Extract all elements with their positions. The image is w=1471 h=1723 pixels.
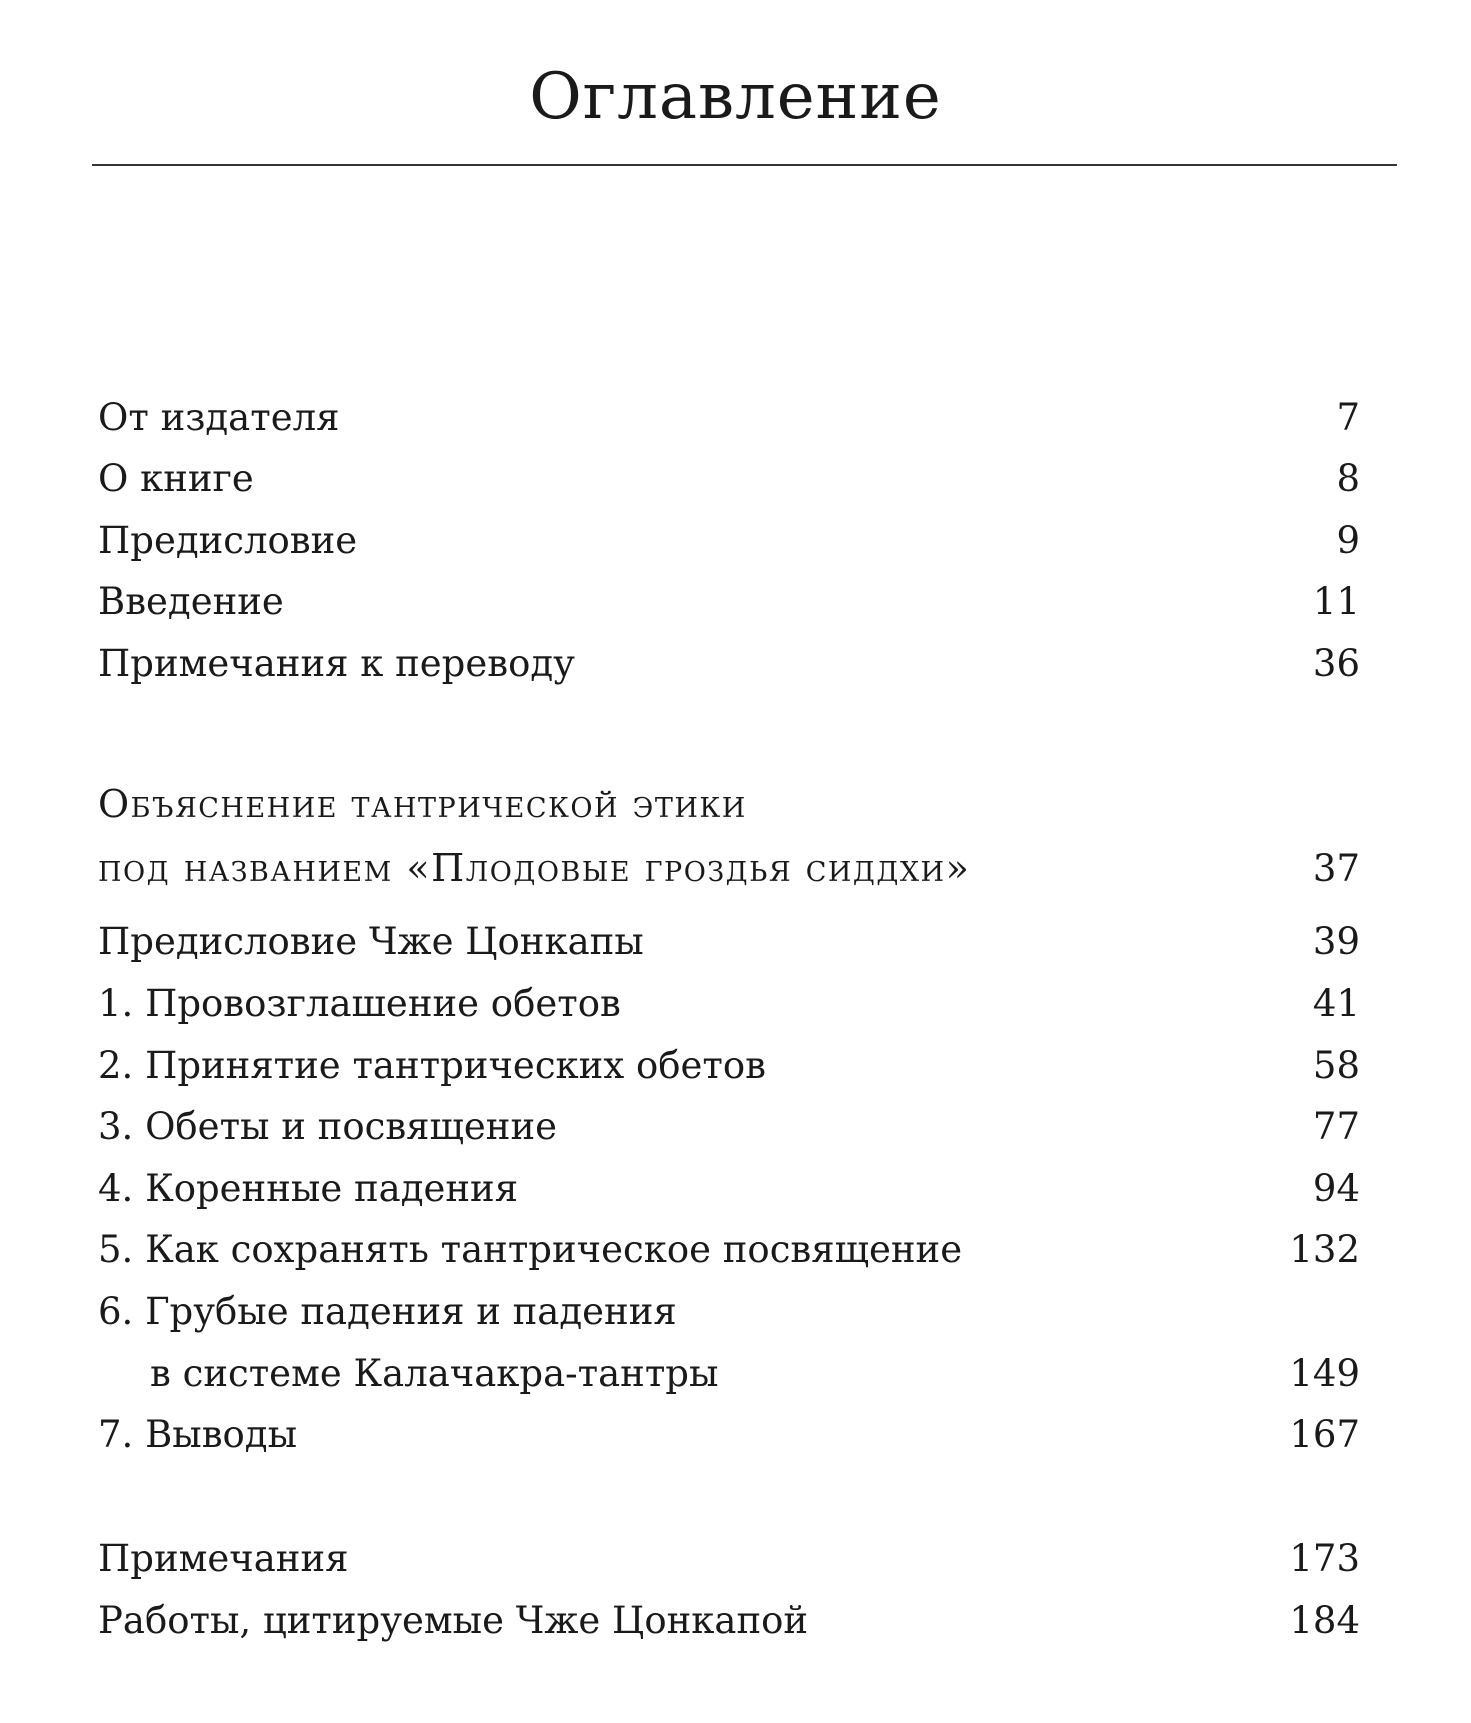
section-heading-text: под названием «Плодовые гроздья сиддхи» (98, 846, 971, 890)
toc-entry (98, 1531, 1360, 1587)
toc-entry-label: 7. Выводы (98, 1413, 298, 1456)
toc-entry-label: Примечания к переводу (98, 642, 575, 685)
toc-entry-continuation (98, 1346, 1360, 1402)
toc-entry-label: Введение (98, 580, 284, 623)
toc-entry-label: 4. Коренные падения (98, 1167, 519, 1210)
toc-entry (98, 451, 1360, 507)
title-divider (92, 164, 1397, 166)
toc-entry-page: 149 (1289, 1352, 1360, 1395)
toc-entry (98, 574, 1360, 630)
toc-entry-page: 39 (1312, 920, 1360, 963)
toc-entry-label: 1. Провозглашение обетов (98, 982, 621, 1025)
toc-entry-label: О книге (98, 457, 254, 500)
toc-entry-page: 8 (1336, 457, 1360, 500)
toc-entry (98, 914, 1360, 970)
toc-entry-page: 9 (1336, 519, 1360, 562)
toc-entry (98, 1284, 1360, 1340)
toc-entry (98, 976, 1360, 1032)
toc-entry (98, 1222, 1360, 1278)
section-heading-line1 (98, 776, 1360, 832)
toc-entry-label: 3. Обеты и посвящение (98, 1105, 558, 1148)
toc-entry-label: Предисловие (98, 519, 358, 562)
toc-entry-page: 94 (1312, 1167, 1360, 1210)
toc-entry (98, 636, 1360, 692)
toc-entry-page: 41 (1312, 982, 1360, 1025)
page-title: Оглавление (529, 60, 942, 134)
toc-entry-page: 11 (1312, 580, 1360, 623)
toc-entry-label: От издателя (98, 396, 340, 439)
toc-entry-label: Предисловие Чже Цонкапы (98, 920, 644, 963)
toc-entry-label: 6. Грубые падения и падения (98, 1290, 677, 1333)
toc-entry-page: 173 (1289, 1537, 1360, 1580)
toc-entry-page: 167 (1289, 1413, 1360, 1456)
toc-entry (98, 513, 1360, 569)
toc-entry (98, 1407, 1360, 1463)
toc-entry-page: 58 (1312, 1044, 1360, 1087)
section-heading-line2 (98, 840, 1360, 896)
toc-entry-label: 2. Принятие тантрических обетов (98, 1044, 766, 1087)
toc-entry-page: 7 (1336, 396, 1360, 439)
toc-entry-page: 37 (1312, 847, 1360, 890)
toc-entry (98, 1593, 1360, 1649)
toc-entry-label: Работы, цитируемые Чже Цонкапой (98, 1599, 809, 1642)
toc-entry-page: 132 (1289, 1228, 1360, 1271)
toc-entry-label: Примечания (98, 1537, 349, 1580)
toc-entry-page: 184 (1289, 1599, 1360, 1642)
toc-entry-label: 5. Как сохранять тантрическое посвящение (98, 1228, 963, 1271)
toc-entry-page: 77 (1312, 1105, 1360, 1148)
toc-entry (98, 1038, 1360, 1094)
toc-entry (98, 1099, 1360, 1155)
toc-entry-page: 36 (1312, 642, 1360, 685)
toc-entry (98, 390, 1360, 446)
section-heading-text: Объяснение тантрической этики (98, 782, 747, 826)
toc-entry (98, 1161, 1360, 1217)
toc-entry-label: в системе Калачакра-тантры (150, 1352, 719, 1395)
